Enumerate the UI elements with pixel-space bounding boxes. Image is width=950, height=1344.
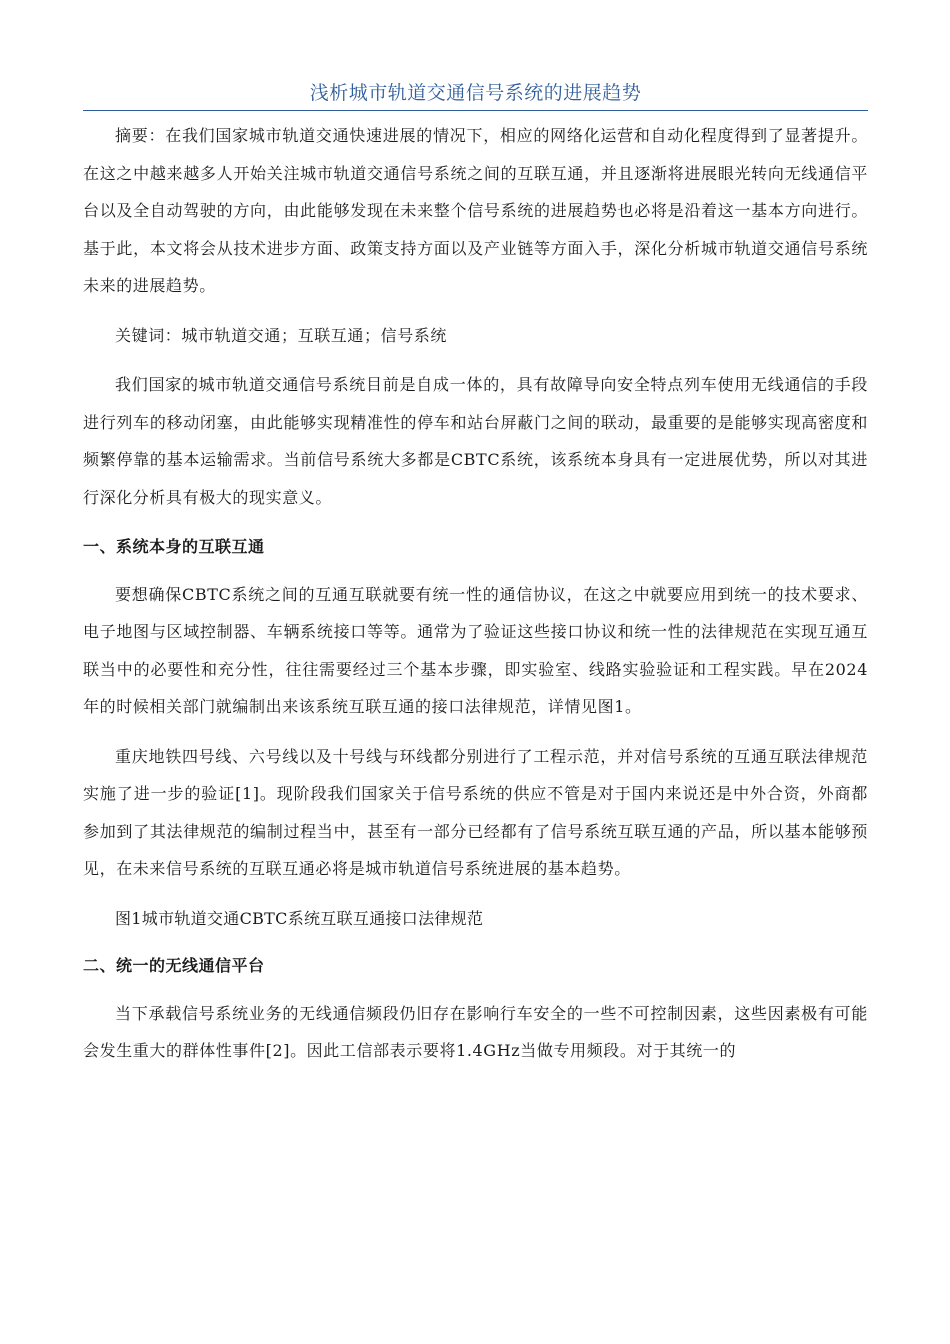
section-2-paragraph-1: 当下承载信号系统业务的无线通信频段仍旧存在影响行车安全的一些不可控制因素，这些因素极有可能会发生重大的群体性事件[2]。因此工信部表示要将1.4GHz当做专用频段。对于其统一的 (83, 1003, 868, 1060)
document-page (83, 78, 868, 1082)
section-1-paragraph-1: 要想确保CBTC系统之间的互通互联就要有统一性的通信协议，在这之中就要应用到统一的技术要求、电子地图与区域控制器、车辆系统接口等等。通常为了验证这些接口协议和统一性的法律规范在实现互通互联当中的必要性和充分性，往往需要经过三个基本步骤，即实验室、线路实验验证和工程实践。早在2024年的时候相关部门就编制出来该系统互联互通的接口法律规范，详情见图1。 (83, 584, 868, 716)
section-1-paragraph-2: 重庆地铁四号线、六号线以及十号线与环线都分别进行了工程示范，并对信号系统的互通互联法律规范实施了进一步的验证[1]。现阶段我们国家关于信号系统的供应不管是对于国内来说还是中外合资，外商都参加到了其法律规范的编制过程当中，甚至有一部分已经都有了信号系统互联互通的产品，所以基本能够预见，在未来信号系统的互联互通必将是城市轨道信号系统进展的基本趋势。 (83, 746, 868, 878)
document-title: 浅析城市轨道交通信号系统的进展趋势 (83, 78, 868, 111)
abstract-paragraph: 摘要：在我们国家城市轨道交通快速进展的情况下，相应的网络化运营和自动化程度得到了显著提升。在这之中越来越多人开始关注城市轨道交通信号系统之间的互联互通，并且逐渐将进展眼光转向无线通信平台以及全自动驾驶的方向，由此能够发现在未来整个信号系统的进展趋势也必将是沿着这一基本方向进行。基于此，本文将会从技术进步方面、政策支持方面以及产业链等方面入手，深化分析城市轨道交通信号系统未来的进展趋势。 (83, 126, 868, 295)
keywords-line: 关键词：城市轨道交通；互联互通；信号系统 (115, 325, 448, 345)
figure-1-caption: 图1城市轨道交通CBTC系统互联互通接口法律规范 (115, 908, 484, 928)
section-1-heading: 一、系统本身的互联互通 (83, 537, 265, 556)
intro-paragraph: 我们国家的城市轨道交通信号系统目前是自成一体的，具有故障导向安全特点列车使用无线通信的手段进行列车的移动闭塞，由此能够实现精准性的停车和站台屏蔽门之间的联动，最重要的是能够实现高密度和频繁停靠的基本运输需求。当前信号系统大多都是CBTC系统，该系统本身具有一定进展优势，所以对其进行深化分析具有极大的现实意义。 (83, 375, 868, 507)
section-2-heading: 二、统一的无线通信平台 (83, 956, 265, 975)
